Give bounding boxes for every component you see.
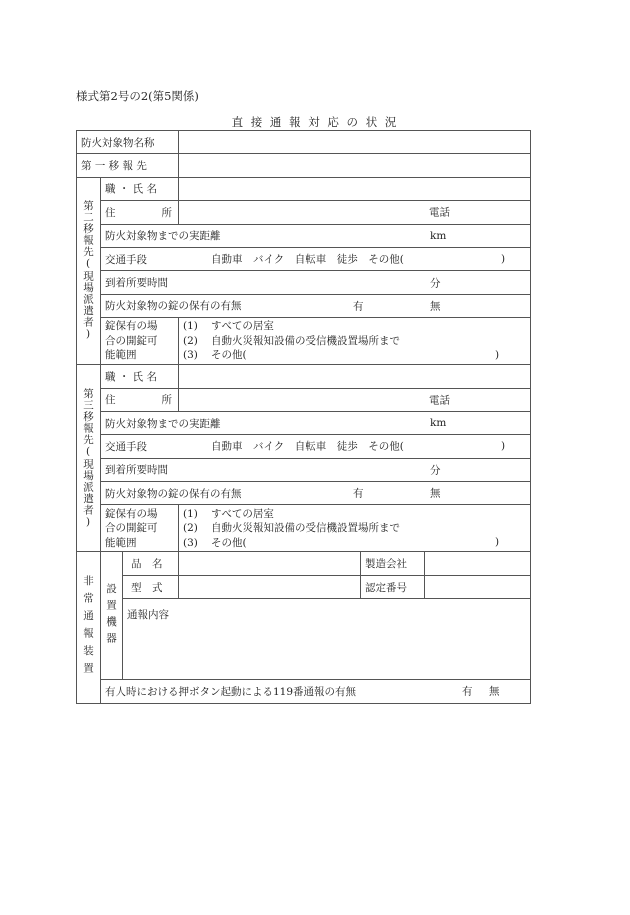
third-phone-label: 電話 (429, 394, 451, 407)
third-transport-cell[interactable] (101, 435, 531, 458)
second-key-no[interactable]: 無 (430, 300, 441, 313)
maker-field[interactable] (425, 552, 531, 575)
second-scope-option-2[interactable]: (2) 自動火災報知設備の受信機設置場所まで (183, 334, 401, 347)
third-scope-option-1[interactable]: (1) すべての居室 (183, 507, 274, 520)
second-report-side-label: 第二移報先(現場派遣者) (77, 177, 101, 364)
third-distance-row (77, 411, 531, 434)
second-arrival-cell[interactable] (101, 271, 531, 294)
product-name-field[interactable] (179, 552, 361, 575)
third-arrival-cell[interactable] (101, 458, 531, 481)
second-distance-cell[interactable] (101, 224, 531, 247)
third-key-no[interactable]: 無 (430, 487, 441, 500)
third-scope-option-3[interactable]: (3) その他( (183, 536, 247, 549)
third-key-row (77, 482, 531, 505)
first-report-label: 第 一 移 報 先 (77, 154, 179, 177)
second-arrival-unit: 分 (430, 277, 441, 290)
third-report-side-label: 第三移報先(現場派遣者) (77, 365, 101, 552)
second-scope-label: 錠保有の場 合の開錠可 能範囲 (101, 318, 179, 365)
third-key-yes[interactable]: 有 (353, 487, 364, 500)
emergency-product-row (77, 552, 531, 575)
form-label: 様式第2号の2(第5関係) (76, 89, 199, 103)
first-report-field[interactable] (179, 154, 531, 177)
report-content-label: 通報内容 (127, 609, 169, 622)
second-transport-close: ) (501, 253, 506, 266)
button-report-no[interactable]: 無 (489, 685, 500, 698)
third-distance-cell[interactable] (101, 411, 531, 434)
third-scope-options (179, 505, 531, 552)
third-transport-label: 交通手段 (105, 440, 147, 453)
third-distance-label: 防火対象物までの実距離 (105, 417, 221, 430)
third-name-label: 職 ・ 氏 名 (101, 365, 179, 388)
second-arrival-label: 到着所要時間 (105, 277, 168, 290)
third-arrival-label: 到着所要時間 (105, 464, 168, 477)
report-content-cell[interactable] (123, 599, 531, 680)
object-name-label: 防火対象物名称 (77, 131, 179, 154)
cert-no-label: 認定番号 (361, 575, 425, 598)
second-arrival-row (77, 271, 531, 294)
third-scope-close: ) (495, 535, 500, 548)
object-name-field[interactable] (179, 131, 531, 154)
second-address-field[interactable] (179, 201, 531, 224)
button-report-cell (101, 680, 531, 703)
second-distance-label: 防火対象物までの実距離 (105, 230, 221, 243)
third-address-row (77, 388, 531, 411)
form-title: 直 接 通 報 対 応 の 状 況 (231, 115, 399, 129)
emergency-content-row (77, 599, 531, 680)
product-name-label: 品 名 (123, 552, 179, 575)
third-arrival-unit: 分 (430, 464, 441, 477)
second-key-row (77, 294, 531, 317)
second-transport-options: 自動車 バイク 自転車 徒歩 その他( (211, 253, 404, 266)
first-report-row (77, 154, 531, 177)
second-address-row (77, 201, 531, 224)
second-transport-row (77, 247, 531, 270)
button-report-yes[interactable]: 有 (462, 685, 473, 698)
third-distance-unit: km (430, 417, 447, 430)
second-scope-options (179, 318, 531, 365)
report-form-table (76, 130, 531, 704)
second-transport-label: 交通手段 (105, 253, 147, 266)
emergency-model-row (77, 575, 531, 598)
third-transport-row (77, 435, 531, 458)
second-key-yes[interactable]: 有 (353, 300, 364, 313)
cert-no-field[interactable] (425, 575, 531, 598)
second-scope-close: ) (495, 348, 500, 361)
third-transport-close: ) (501, 440, 506, 453)
second-phone-label: 電話 (429, 206, 451, 219)
emergency-device-side-label: 非常通報装置 (77, 552, 101, 703)
second-transport-cell[interactable] (101, 247, 531, 270)
second-scope-option-3[interactable]: (3) その他( (183, 349, 247, 362)
second-distance-row (77, 224, 531, 247)
third-scope-option-2[interactable]: (2) 自動火災報知設備の受信機設置場所まで (183, 522, 401, 535)
model-field[interactable] (179, 575, 361, 598)
third-name-row (77, 365, 531, 388)
third-scope-label: 錠保有の場 合の開錠可 能範囲 (101, 505, 179, 552)
second-scope-option-1[interactable]: (1) すべての居室 (183, 320, 274, 333)
third-key-label: 防火対象物の錠の保有の有無 (105, 487, 242, 500)
emergency-button-row (77, 680, 531, 703)
third-address-label: 住 所 (101, 388, 179, 411)
second-scope-row (77, 318, 531, 365)
second-name-row (77, 177, 531, 200)
object-name-row (77, 131, 531, 154)
second-name-field[interactable] (179, 177, 531, 200)
third-name-field[interactable] (179, 365, 531, 388)
second-key-cell (101, 294, 531, 317)
third-arrival-row (77, 458, 531, 481)
third-key-cell (101, 482, 531, 505)
second-name-label: 職 ・ 氏 名 (101, 177, 179, 200)
third-address-field[interactable] (179, 388, 531, 411)
second-address-label: 住 所 (101, 201, 179, 224)
maker-label: 製造会社 (361, 552, 425, 575)
button-report-label: 有人時における押ボタン起動による119番通報の有無 (105, 685, 357, 698)
model-label: 型 式 (123, 575, 179, 598)
second-key-label: 防火対象物の錠の保有の有無 (105, 300, 242, 313)
second-distance-unit: km (430, 229, 447, 242)
third-transport-options: 自動車 バイク 自転車 徒歩 その他( (211, 440, 404, 453)
third-scope-row (77, 505, 531, 552)
equipment-side-label: 設置機器 (101, 552, 123, 680)
